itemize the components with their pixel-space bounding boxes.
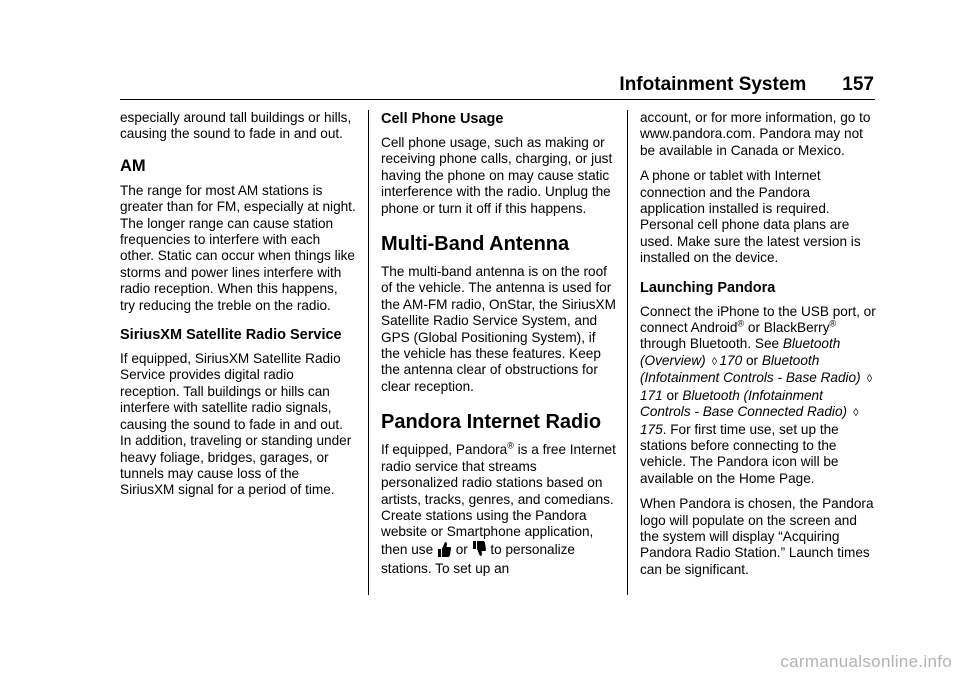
page-ref-icon: ◊ (853, 407, 859, 420)
column-1 (120, 110, 356, 508)
text: or BlackBerry (744, 320, 830, 336)
page-header (619, 74, 874, 96)
paragraph: The range for most AM stations is greater than for FM, especially at night. The longer range can cause station frequencies to interfere with each other. Static can occur when things like storms and power lines interfere with radio reception. When this happens, try reducing the treble on the radio. (120, 182, 356, 313)
section-title: Infotainment System (619, 74, 807, 95)
text: through Bluetooth. See (640, 336, 783, 352)
page-ref-number[interactable]: 175 (640, 421, 663, 437)
column-divider-1 (368, 110, 369, 595)
paragraph (640, 304, 876, 487)
cross-reference-link[interactable]: Bluetooth (Infotainment Controls - Base Connected Radio) (640, 387, 848, 420)
text: is a free Internet radio service that streams personalized radio stations based on artists, tracks, genres, and comedians. Create stations using the Pandora website or Smartphone application, then use (381, 442, 616, 557)
column-3 (640, 110, 876, 587)
column-divider-2 (627, 110, 628, 595)
text: Connect the iPhone to the USB port, or connect Android (640, 303, 876, 336)
registered-mark: ® (737, 318, 745, 329)
text: . For first time use, set up the stations before connecting to the vehicle. The Pandora icon will be available on the Home Page. (640, 421, 839, 486)
paragraph: especially around tall buildings or hills, causing the sound to fade in and out. (120, 110, 352, 142)
watermark: carmanualsonline.info (780, 652, 952, 671)
page-ref-number[interactable]: 170 (719, 352, 743, 368)
paragraph (381, 442, 617, 577)
heading-multi-band-antenna: Multi-Band Antenna (381, 233, 570, 256)
page-number: 157 (842, 74, 874, 95)
thumbs-down-icon (473, 541, 486, 561)
heading-am: AM (120, 156, 146, 175)
text: or (451, 541, 472, 557)
registered-mark: ® (507, 440, 514, 451)
text: If equipped, Pandora (381, 442, 508, 458)
text: or (662, 387, 683, 403)
paragraph: If equipped, SiriusXM Satellite Radio Service provides digital radio reception. Tall buildings or hills can interfere with satellite radio signals, causing the sound to fade in and out. In addition, traveling or standing under heavy foliage, bridges, garages, or tunnels may cause loss of the SiriusXM signal for a period of time. (120, 351, 352, 498)
text: to personalize stations. To set up an (381, 541, 575, 577)
page-ref-number[interactable]: 171 (640, 387, 663, 403)
cross-reference-link[interactable]: Bluetooth (Overview) (640, 336, 841, 368)
column-2 (381, 110, 617, 587)
header-rule (120, 99, 875, 100)
paragraph: When Pandora is chosen, the Pandora logo will populate on the screen and the system will display “Acquiring Pandora Radio Station.” Launch times can be significant. (640, 496, 874, 577)
page-ref-icon: ◊ (711, 355, 718, 368)
page-ref-icon: ◊ (866, 373, 873, 386)
heading-siriusxm: SiriusXM Satellite Radio Service (120, 327, 342, 344)
thumbs-up-icon (438, 541, 451, 561)
registered-mark: ® (829, 318, 837, 329)
paragraph: The multi-band antenna is on the roof of the vehicle. The antenna is used for the AM-FM radio, OnStar, the SiriusXM Satellite Radio Service System, and GPS (Global Positioning System), if the vehicle has these features. Keep the antenna clear of obstructions for clear reception. (381, 264, 616, 394)
text: or (742, 352, 762, 368)
paragraph: account, or for more information, go to www.pandora.com. Pandora may not be available in Canada or Mexico. (640, 110, 871, 158)
heading-cell-phone-usage: Cell Phone Usage (381, 111, 504, 127)
heading-launching-pandora: Launching Pandora (640, 279, 776, 296)
paragraph: Cell phone usage, such as making or receiving phone calls, charging, or just having the phone on may cause static interference with the radio. Unplug the phone or turn it off if this happens. (381, 135, 613, 216)
paragraph: A phone or tablet with Internet connection and the Pandora application installed is required. Personal cell phone data plans are used. Make sure the latest version is installed on the device. (640, 168, 861, 266)
heading-pandora-internet-radio: Pandora Internet Radio (381, 411, 602, 434)
cross-reference-link[interactable]: Bluetooth (Infotainment Controls - Base Radio) (640, 352, 861, 386)
